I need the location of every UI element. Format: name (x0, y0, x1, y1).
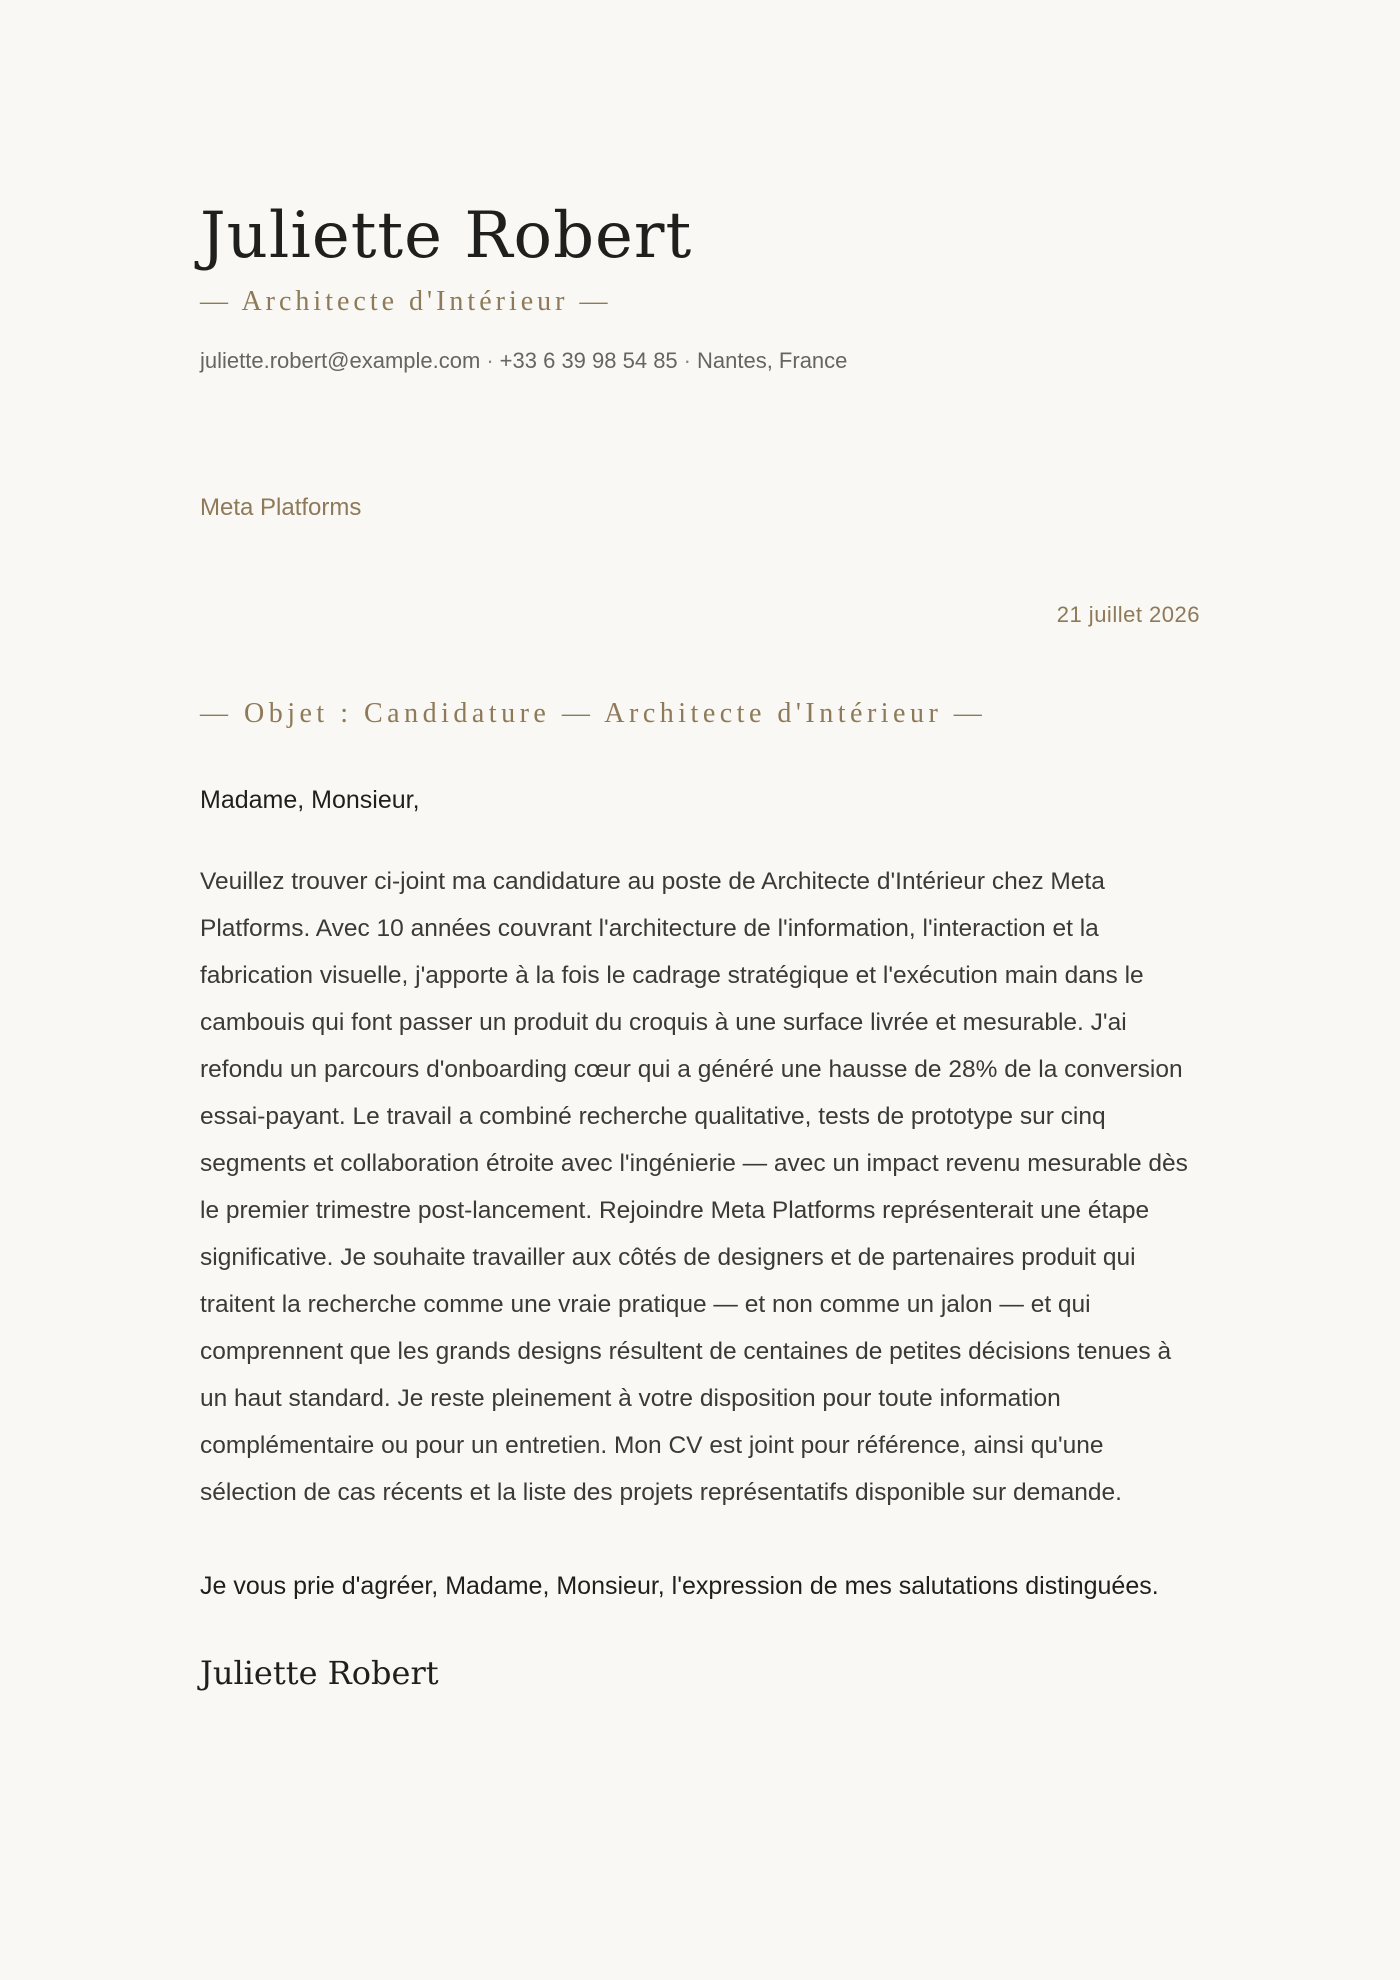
applicant-role: — Architecte d'Intérieur — (200, 286, 612, 317)
letter-date: 21 juillet 2026 (1056, 602, 1200, 627)
cover-letter-page (200, 0, 1200, 1980)
contact-phone: +33 6 39 98 54 85 (499, 348, 678, 373)
applicant-name: Juliette Robert (200, 199, 693, 273)
contact-separator: · (486, 348, 494, 373)
contact-separator: · (683, 348, 691, 373)
letter-subject: — Objet : Candidature — Architecte d'Intérieur — (200, 698, 987, 729)
letter-body: Veuillez trouver ci-joint ma candidature au poste de Architecte d'Intérieur chez Meta Platforms. Avec 10 années couvrant l'architecture de l'information, l'interaction et la fabrication visuelle, j'apporte à la fois le cadrage stratégique et l'exécution main dans le cambouis qui font passer un produit du croquis à une surface livrée et mesurable. J'ai refondu un parcours d'onboarding cœur qui a généré une hausse de 28% de la conversion essai-payant. Le travail a combiné recherche qualitative, tests de prototype sur cinq segments et collaboration étroite avec l'ingénierie — avec un impact revenu mesurable dès le premier trimestre post-lancement. Rejoindre Meta Platforms représenterait une étape significative. Je souhaite travailler aux côtés de designers et de partenaires produit qui traitent la recherche comme une vraie pratique — et non comme un jalon — et qui comprennent que les grands designs résultent de centaines de petites décisions tenues à un haut standard. Je reste pleinement à votre disposition pour toute information complémentaire ou pour un entretien. Mon CV est joint pour référence, ainsi qu'une sélection de cas récents et la liste des projets représentatifs disponible sur demande. (200, 868, 1188, 1506)
contact-location: Nantes, France (697, 348, 848, 373)
contact-line (200, 346, 847, 376)
letter-closing: Je vous prie d'agréer, Madame, Monsieur, l'expression de mes salutations distinguées. (200, 1572, 1159, 1600)
letter-signature: Juliette Robert (200, 1654, 439, 1692)
recipient-company: Meta Platforms (200, 494, 362, 521)
letter-salutation: Madame, Monsieur, (200, 786, 420, 814)
contact-email: juliette.robert@example.com (200, 348, 481, 373)
